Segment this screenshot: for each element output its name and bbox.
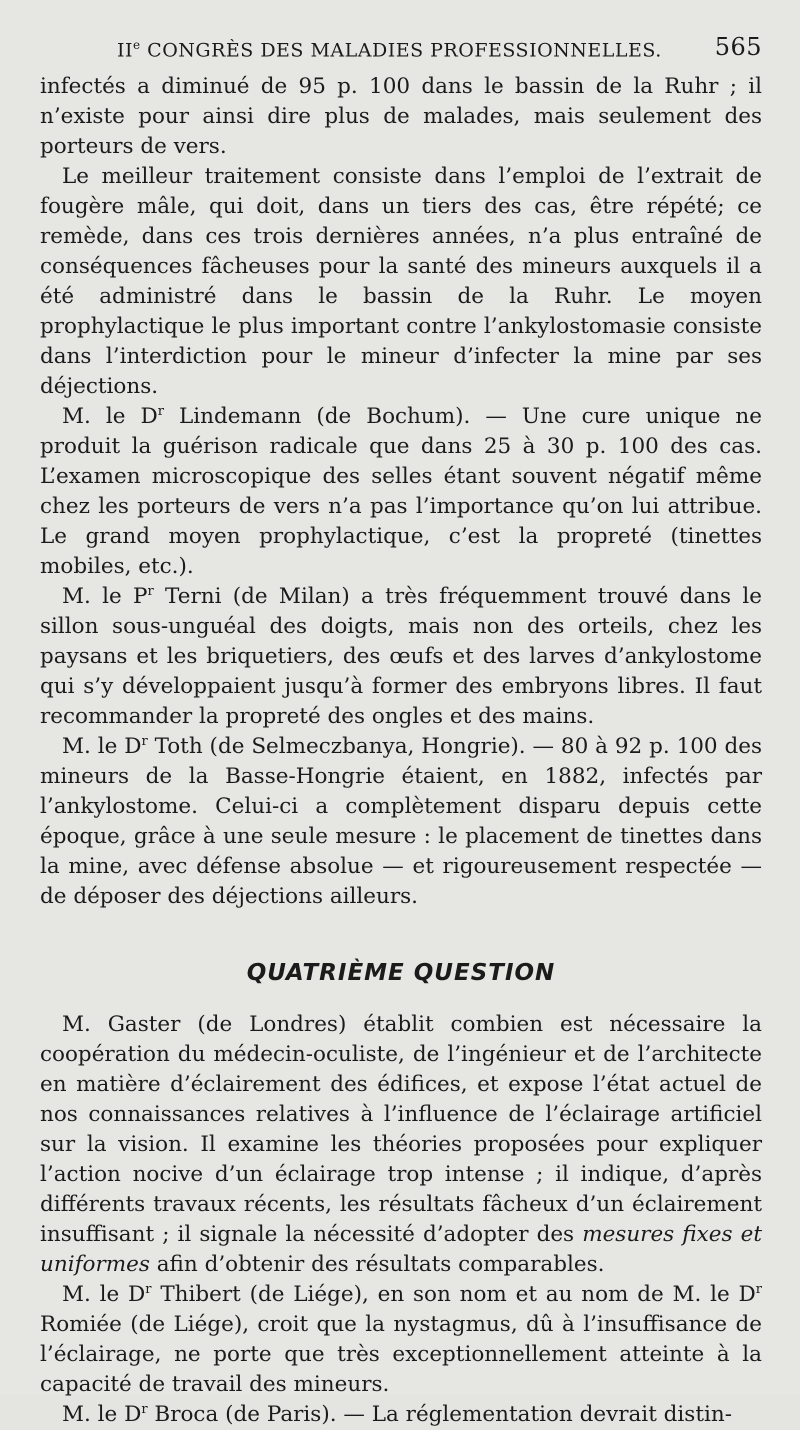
paragraph-lindemann: M. le $D^r$ Lindemann (de Bochum). — Une cure unique ne produit la guérison radicale que dans 25 à 30 p. 100 des cas. L’examen microscopique des selles étant souvent négatif même chez les porteurs de vers n’a pas l’importance qu’on lui attribue. Le grand moyen prophylactique, c’est la propreté (tinettes mobiles, etc.). (40, 403, 763, 579)
page-number: 565 (714, 33, 762, 61)
paragraph-terni: M. le $P^r$ Terni (de Milan) a très fréquemment trouvé dans le sillon sous-unguéal des doigts, mais non des orteils, chez les paysans et les briquetiers, des œufs et des larves d’ankylostome qui s’y développaient jusqu’à former des embryons libres. Il faut recommander la propreté des ongles et des mains. (40, 583, 762, 729)
section-heading: QUATRIÈME QUESTION (246, 960, 556, 986)
ordinal-superscript: e (133, 38, 141, 52)
running-header (40, 30, 762, 64)
body-text (40, 72, 762, 1430)
paragraph-gaster: M. Gaster (de Londres) établit combien est nécessaire la coopération du médecin-oculiste, de l’ingénieur et de l’architecte en matière d’éclairement des édifices, et expose l’état actuel de nos connaissances relatives à l’influence de l’éclairage artificiel sur la vision. Il examine les théories proposées pour expliquer l’action nocive d’un éclairage trop intense ; il indique, d’après différents travaux récents, les résultats fâcheux d’un éclairement insuffisant ; il signale la nécessité d’adopter des mesures fixes et uniformes afin d’obtenir des résultats comparables. (40, 1012, 762, 1277)
paragraph-toth: M. le $D^r$ Toth (de Selmeczbanya, Hongrie). — 80 à 92 p. 100 des mineurs de la Basse-Hongrie étaient, en 1882, infectés par l’ankylostome. Celui-ci a complètement disparu depuis cette époque, grâce à une seule mesure : le placement de tinettes dans la mine, avec défense absolue — et rigoureusement respectée — de déposer des déjections ailleurs. (40, 733, 763, 909)
paragraph-continued: infectés a diminué de 95 p. 100 dans le bassin de la Ruhr ; il n’existe pour ainsi dire plus de malades, mais seulement des porteurs de vers. (40, 74, 762, 159)
running-title (117, 38, 662, 61)
paragraph-treatment: Le meilleur traitement consiste dans l’emploi de l’extrait de fougère mâle, qui doit, dans un tiers des cas, être répété; ce remède, dans ces trois dernières années, n’a plus entraîné de conséquences fâcheuses pour la santé des mineurs auxquels il a été administré dans le bassin de la Ruhr. Le moyen prophylactique le plus important contre l’ankylostomasie consiste dans l’interdiction pour le mineur d’infecter la mine par ses déjections. (40, 164, 762, 399)
running-title-text: CONGRÈS DES MALADIES PROFESSIONNELLES. (140, 39, 662, 62)
ordinal: II (117, 39, 134, 62)
paragraph-broca: M. le $D^r$ Broca (de Paris). — La réglementation devrait distin- (62, 1401, 732, 1427)
paragraph-thibert: M. le $D^r$ Thibert (de Liége), en son nom et au nom de M. le $D^r$ Romiée (de Liége), croit que la nystagmus, dû à l’insuffisance de l’éclairage, ne porte que très exceptionnellement atteinte à la capacité de travail des mineurs. (40, 1281, 762, 1397)
